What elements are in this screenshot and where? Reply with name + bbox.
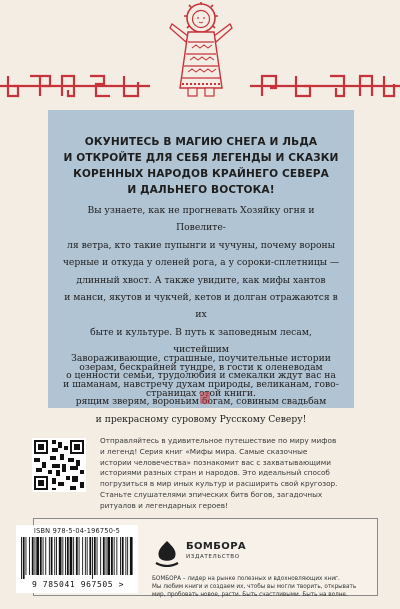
paragraph-line: о ценности семьи, трудолюбия и смекалки ждут вас на xyxy=(66,370,336,382)
series-promo-text xyxy=(100,436,382,512)
publisher-line: мир, пробовать новое, расти. Быть счастливыми. Быть на волне. xyxy=(152,592,348,598)
promo-line: погрузиться в мир иных культур и расширить свой кругозор. xyxy=(100,479,338,489)
paragraph-line: озерам, бескрайней тундре, в гости к оленеводам xyxy=(79,361,323,373)
headline-line: ОКУНИТЕСЬ В МАГИЮ СНЕГА И ЛЬДА xyxy=(84,136,318,148)
paragraph-line: Завораживающие, страшные, поучительные истории xyxy=(71,353,331,364)
isbn-digits: 9 785041 967505 > xyxy=(31,580,125,589)
isbn-label: ISBN 978-5-04-196750-5 xyxy=(33,527,121,535)
headline-line: КОРЕННЫХ НАРОДОВ КРАЙНЕГО СЕВЕРА xyxy=(73,168,329,180)
promo-line: историями разных стран и народов. Это идеальный способ xyxy=(100,468,330,478)
paragraph-line: и манси, якутов и чукчей, кетов и долган отражаются в их xyxy=(64,292,338,321)
headline-line: И ОТКРОЙТЕ ДЛЯ СЕБЯ ЛЕГЕНДЫ И СКАЗКИ xyxy=(63,152,339,164)
paragraph-line: Вы узнаете, как не прогневать Хозяйку огня и Повелите- xyxy=(87,205,315,234)
paragraph-line: и шаманам, навстречу духам природы, великанам, гово- xyxy=(63,379,339,391)
description-card xyxy=(48,110,354,425)
promo-line: Станьте слушателями эпических битв богов, загадочных xyxy=(100,489,323,499)
headline-line: И ДАЛЬНЕГО ВОСТОКА! xyxy=(127,184,275,196)
folk-ornament-band-icon xyxy=(0,62,400,110)
publisher-name: БОМБОРА xyxy=(186,541,247,552)
promo-line: ритуалов и легендарных героев! xyxy=(100,500,228,510)
promo-line: и легенд! Серия книг «Мифы мира. Самые сказочные xyxy=(100,446,308,456)
card-headline xyxy=(58,134,344,198)
paragraph-line: быте и культуре. В путь к заповедным лесам, чистейшим xyxy=(90,326,312,356)
paragraph-line: длинный хвост. А также увидите, как мифы хантов xyxy=(76,274,326,286)
paragraph-line: и прекрасному суровому Русскому Северу! xyxy=(95,413,307,425)
square-spiral-icon xyxy=(198,392,210,404)
publisher-subtitle: ИЗДАТЕЛЬСТВО xyxy=(186,554,240,560)
barcode-icon xyxy=(19,537,135,579)
publisher-line: Мы любим книги и создаем их, чтобы вы могли творить, открывать xyxy=(152,584,357,590)
qr-code-icon xyxy=(32,438,86,492)
paragraph-line: рящим зверям, вороньим богам, совиным свадьбам xyxy=(75,396,327,408)
paragraph-line: страницах этой книги. xyxy=(146,387,256,399)
promo-line: Отправляйтесь в удивительное путешествие по миру мифов xyxy=(100,436,337,445)
paragraph-line: черные и откуда у оленей рога, а у сороки-сплетницы — xyxy=(62,257,340,269)
publisher-description xyxy=(152,575,374,599)
publisher-line: БОМБОРА – лидер на рынке полезных и вдохновляющих книг. xyxy=(152,576,340,582)
bombora-logo-icon xyxy=(152,539,182,567)
promo-line: истории человечества» познакомит вас с захватывающими xyxy=(100,457,331,467)
paragraph-line: ля ветра, кто такие пупынги и чучуны, почему вороны xyxy=(67,239,335,251)
